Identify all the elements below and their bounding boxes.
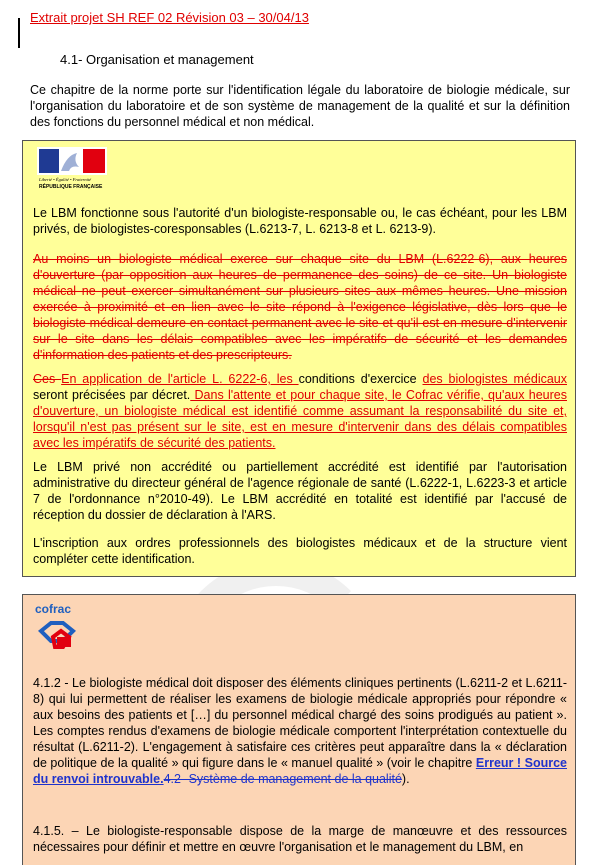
inserted-text-3: Dans l'attente et pour chaque site, le Cofrac vérifie, qu'aux heures d'ouverture, un biologiste médical est identifié comme assumant la responsabilité du site et, lorsqu'il n'est pas présent sur le site, est en mesure d'intervenir dans des délais compatibles avec les impératifs de sécurité des patients. [33,388,567,450]
revision-bar [18,18,20,48]
box2-text-end: ). [401,772,410,786]
broken-reference-link[interactable]: Erreur ! Source du renvoi introuvable. [33,756,567,786]
logo-caption-2: RÉPUBLIQUE FRANÇAISE [39,184,103,190]
box2-text-a: 4.1.2 - Le biologiste médical doit disposer des éléments cliniques pertinents (L.6211-2 et L.6211-8) qui lui permettent de réaliser les examens de biologie médicale appropriés pour répondre « aux besoins des patients et […] du personnel médical chargé des soins prodigués au patient ». Les comptes rendus d'examens de biologie médicale comportent l'interprétation contextuelle du résultat (L.6211-2). L'engagement à satisfaire ces critères peut apparaître dans la « déclaration de politique de la qualité » qui figure dans le « manuel qualité » (voir le chapitre [33,676,567,770]
plain-text-1: conditions d'exercice [298,372,423,386]
republique-francaise-logo [37,147,107,191]
cofrac-box [22,594,576,865]
box1-paragraph-1: Le LBM fonctionne sous l'autorité d'un biologiste-responsable ou, le cas échéant, pour les LBM privés, de biologistes-coresponsables (L.6213-7, L. 6213-8 et L. 6213-9). [33,206,567,236]
box1-paragraph-2-deleted: Au moins un biologiste médical exerce sur chaque site du LBM (L.6222-6), aux heures d'ouverture (par opposition aux heures de permanence des soins) de ce site. Un biologiste médical ne peut exercer simultanément sur plusieurs sites aux mêmes heures. Une mission exercée à proximité et en lien avec le site répond à l'exigence législative, dès lors que le biologiste médical demeure en contact permanent avec le site et qu'il est en mesure d'intervenir sur le site dans les délais compatibles avec les impératifs de sécurité et les demandes d'information des patients et des prescripteurs. [33,252,567,362]
box1-paragraph-4: Le LBM privé non accrédité ou partiellement accrédité est identifié par l'autorisation administrative du directeur général de l'agence régionale de santé (L.6222-1, L.6223-3 et article 7 de l'ordonnance n°2010-49). Le LBM accrédité en totalité est identifié par l'accusé de réception du dossier de déclaration à l'ARS. [33,460,567,522]
document-header: Extrait projet SH REF 02 Révision 03 – 30/04/13 [30,10,309,25]
logo-caption-1: Liberté • Égalité • Fraternité [39,177,92,182]
deleted-reference: 4.2- Système de management de la qualité [163,772,402,786]
deleted-ces: Ces [33,372,62,386]
inserted-text-1: En application de l'article L. 6222-6, les [61,372,299,386]
box1-paragraph-3 [33,371,567,451]
intro-paragraph: Ce chapitre de la norme porte sur l'identification légale du laboratoire de biologie médicale, sur l'organisation du laboratoire et de son système de management de la qualité et sur la définition des fonctions du personnel médical et non médical. [30,83,570,129]
plain-text-2: seront précisées par décret. [33,388,191,402]
cofrac-logo [33,601,83,661]
inserted-text-2: des biologistes médicaux [422,372,567,386]
box2-paragraph-1 [33,675,567,787]
regulation-box [22,140,576,577]
section-title: 4.1- Organisation et management [60,52,254,67]
box1-paragraph-5: L'inscription aux ordres professionnels des biologistes médicaux et de la structure vient compléter cette identification. [33,536,567,566]
box2-paragraph-2: 4.1.5. – Le biologiste-responsable dispose de la marge de manœuvre et des ressources nécessaires pour définir et mettre en œuvre l'organisation et le management du LBM, en [33,824,567,854]
cofrac-logo-text: cofrac [35,602,72,616]
